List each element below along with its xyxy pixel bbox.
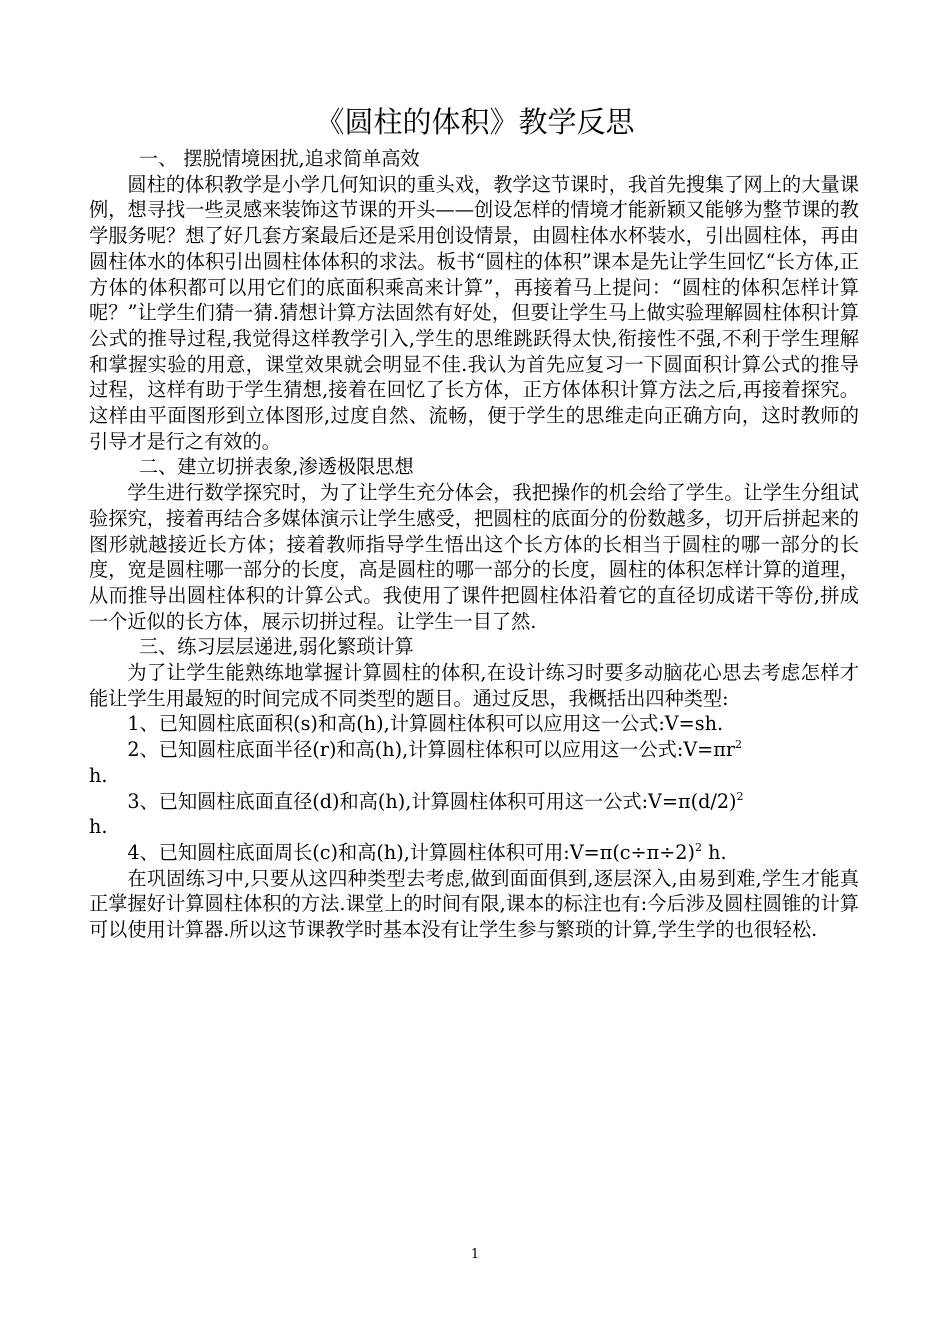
formula-item-1-text: 1、已知圆柱底面积(s)和高(h),计算圆柱体积可以应用这一公式:V=sh. [127, 712, 724, 736]
formula-item-3-tail: h. [89, 815, 108, 839]
formula-item-3 [89, 789, 859, 840]
formula-item-4-text: 4、已知圆柱底面周长(c)和高(h),计算圆柱体积可用:V=π(c÷π÷2) [127, 840, 696, 864]
superscript-2: 2 [735, 738, 743, 752]
formula-item-4-tail: h. [702, 840, 727, 864]
superscript-2: 2 [695, 840, 703, 854]
formula-item-2-text: 2、已知圆柱底面半径(r)和高(h),计算圆柱体积可以应用这一公式:V=πr [127, 738, 736, 762]
section-3-heading: 三、练习层层递进,弱化繁琐计算 [138, 635, 414, 659]
formula-item-1 [89, 711, 859, 737]
formula-item-2 [89, 737, 859, 788]
formula-item-3-text: 3、已知圆柱底面直径(d)和高(h),计算圆柱体积可用这一公式:V=π(d/2) [127, 789, 737, 813]
document-title: 《圆柱的体积》教学反思 [315, 105, 635, 139]
section-2-paragraph: 学生进行数学探究时，为了让学生充分体会，我把操作的机会给了学生。让学生分组试验探究，接着再结合多媒体演示让学生感受，把圆柱的底面分的份数越多，切开后拼起来的图形就越接近长方体；接着教师指导学生悟出这个长方体的长相当于圆柱的哪一部分的长度，宽是圆柱哪一部分的长度，高是圆柱的哪一部分的长度，圆柱的体积怎样计算的道理，从而推导出圆柱体积的计算公式。我使用了课件把圆柱体沿着它的直径切成诺干等份,拼成一个近似的长方体，展示切拼过程。让学生一目了然. [89, 481, 859, 633]
section-1-heading: 一、 摆脱情境困扰,追求简单高效 [138, 147, 420, 170]
formula-item-4 [89, 840, 859, 866]
formula-item-2-tail: h. [89, 763, 108, 787]
section-1-paragraph: 圆柱的体积教学是小学几何知识的重头戏，教学这节课时，我首先搜集了网上的大量课例，想寻找一些灵感来装饰这节课的开头——创设怎样的情境才能新颖又能够为整节课的教学服务呢？想了好几套方案最后还是采用创设情景，由圆柱体水杯装水，引出圆柱体，再由圆柱体水的体积引出圆柱体体积的求法。板书“圆柱的体积”课本是先让学生回忆“长方体,正方体的体积都可以用它们的底面积乘高来计算”，再接着马上提问：“圆柱的体积怎样计算呢？”让学生们猜一猜.猜想计算方法固然有好处，但要让学生马上做实验理解圆柱体积计算公式的推导过程,我觉得这样教学引入,学生的思维跳跃得太快,衔接性不强,不利于学生理解和掌握实验的用意，课堂效果就会明显不佳.我认为首先应复习一下圆面积计算公式的推导过程，这样有助于学生猜想,接着在回忆了长方体，正方体体积计算方法之后,再接着探究。这样由平面图形到立体图形,过度自然、流畅，便于学生的思维走向正确方向，这时教师的引导才是行之有效的。 [89, 172, 859, 453]
closing-paragraph: 在巩固练习中,只要从这四种类型去考虑,做到面面俱到,逐层深入,由易到难,学生才能真正掌握好计算圆柱体积的方法.课堂上的时间有限,课本的标注也有:今后涉及圆柱圆锥的计算可以使用计算器.所以这节课教学时基本没有让学生参与繁琐的计算,学生学的也很轻松. [89, 866, 859, 942]
page-number: 1 [470, 1247, 480, 1262]
superscript-2: 2 [736, 789, 744, 803]
document-body [89, 146, 859, 943]
section-2-heading: 二、建立切拼表象,渗透极限思想 [138, 455, 414, 479]
section-3-intro: 为了让学生能熟练地掌握计算圆柱的体积,在设计练习时要多动脑花心思去考虑怎样才能让学生用最短的时间完成不同类型的题目。通过反思，我概括出四种类型: [89, 661, 859, 710]
